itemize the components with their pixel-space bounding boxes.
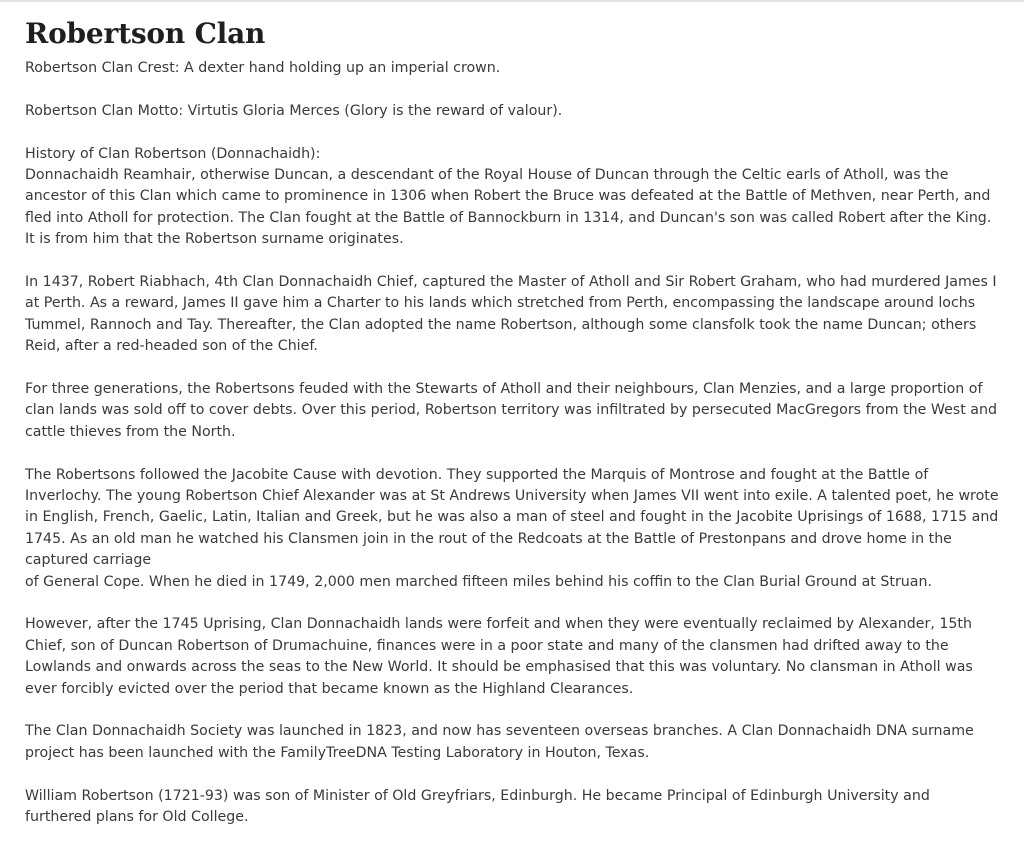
history-intro-text: Donnachaidh Reamhair, otherwise Duncan, a descendant of the Royal House of Duncan through the Celtic earls of Atholl, was the ancestor of this Clan which came to prominence in 1306 when Robert the Bruce was defeated at the Battle of Methven, near Perth, and fled into Atholl for protection. The Clan fought at the Battle of Bannockburn in 1314, and Duncan's son was called Robert after the King. It is from him that the Robertson surname originates. (25, 167, 992, 248)
article-body (25, 16, 1000, 850)
clan-crest-text: Robertson Clan Crest: A dexter hand holding up an imperial crown. (25, 60, 501, 76)
page-title: Robertson Clan (25, 17, 266, 50)
jacobite-text-part-2: of General Cope. When he died in 1749, 2,000 men marched fifteen miles behind his coffin to the Clan Burial Ground at Struan. (25, 573, 932, 590)
paragraph-feud: For three generations, the Robertsons feuded with the Stewarts of Atholl and their neighbours, Clan Menzies, and a large proportion of clan lands was sold off to cover debts. Over this period, Robertson territory was infiltrated by persecuted MacGregors from the West and cattle thieves from the North. (25, 381, 997, 440)
paragraph-1745-uprising: However, after the 1745 Uprising, Clan Donnachaidh lands were forfeit and when they were eventually reclaimed by Alexander, 15th Chief, son of Duncan Robertson of Drumachuine, finances were in a poor state and many of the clansmen had drifted away to the Lowlands and onwards across the seas to the New World. It should be emphasised that this was voluntary. No clansman in Atholl was ever forcibly evicted over the period that became known as the Highland Clearances. (25, 616, 973, 697)
paragraph-1437: In 1437, Robert Riabhach, 4th Clan Donnachaidh Chief, captured the Master of Atholl and Sir Robert Graham, who had murdered James I at Perth. As a reward, James II gave him a Charter to his lands which stretched from Perth, encompassing the landscape around lochs Tummel, Rannoch and Tay. Thereafter, the Clan adopted the name Robertson, although some clansfolk took the name Duncan; others Reid, after a red-headed son of the Chief. (25, 274, 997, 355)
top-divider (0, 0, 1024, 2)
paragraph-clan-society: The Clan Donnachaidh Society was launched in 1823, and now has seventeen overseas branches. A Clan Donnachaidh DNA surname project has been launched with the FamilyTreeDNA Testing Laboratory in Houton, Texas. (25, 723, 974, 761)
paragraph-william-robertson: William Robertson (1721-93) was son of Minister of Old Greyfriars, Edinburgh. He became Principal of Edinburgh University and furthered plans for Old College. (25, 787, 930, 826)
paragraph-jacobite (25, 465, 1000, 593)
history-paragraph (25, 144, 1000, 251)
clan-motto-text: Robertson Clan Motto: Virtutis Gloria Merces (Glory is the reward of valour). (25, 102, 563, 119)
history-heading: History of Clan Robertson (Donnachaidh): (25, 145, 321, 162)
jacobite-text-part-1: The Robertsons followed the Jacobite Cause with devotion. They supported the Marquis of Montrose and fought at the Battle of Inverlochy. The young Robertson Chief Alexander was at St Andrews University when James VII went into exile. A talented poet, he wrote in English, French, Gaelic, Latin, Italian and Greek, but he was also a man of steel and fought in the Jacobite Uprisings of 1688, 1715 and 1745. As an old man he watched his Clansmen join in the rout of the Redcoats at the Battle of Prestonpans and drove home in the captured carriage (25, 466, 999, 569)
